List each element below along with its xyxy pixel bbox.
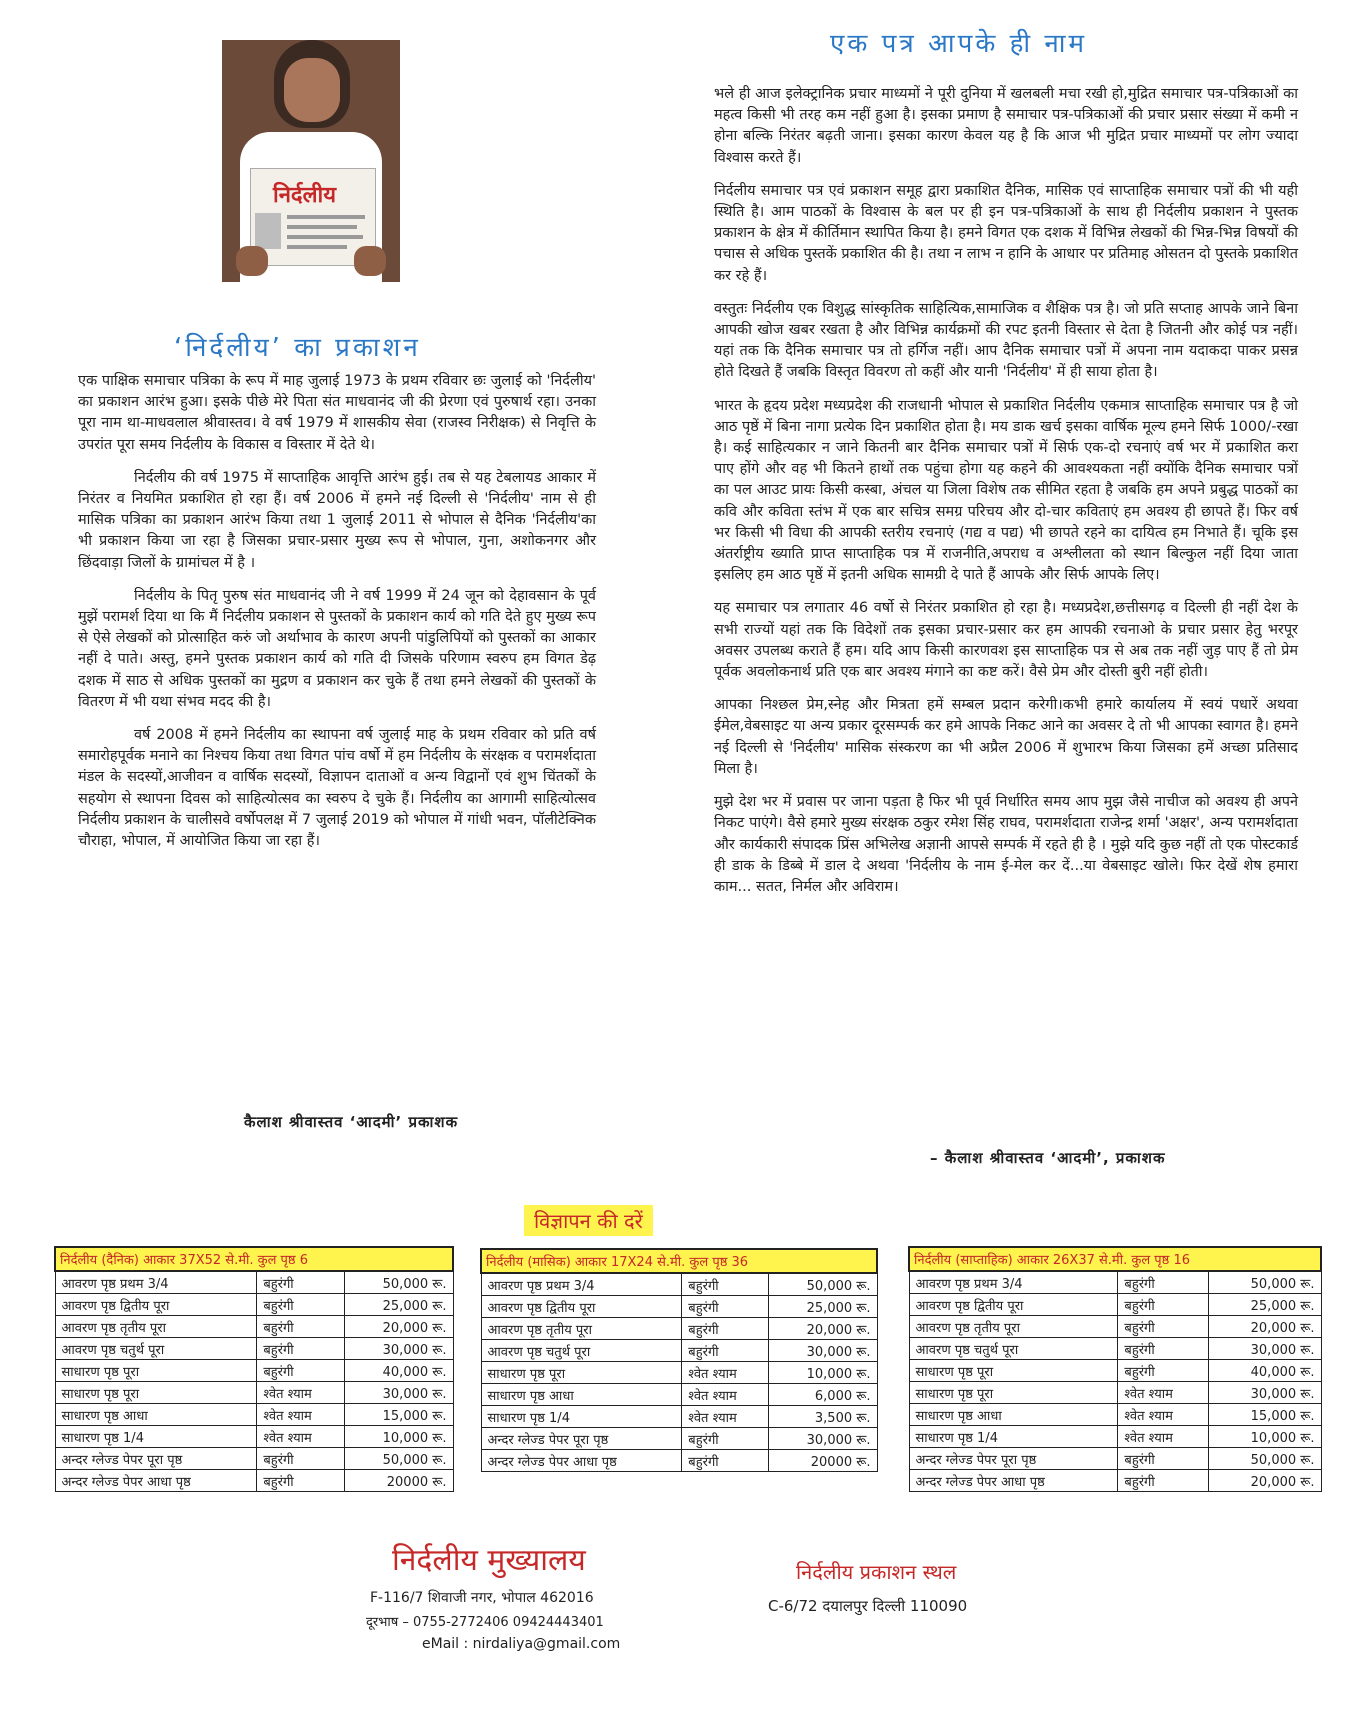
rate-position-cell: साधारण पृष्ठ पूरा bbox=[55, 1382, 257, 1404]
photo-newspaper-line bbox=[287, 215, 365, 219]
rate-position-cell: अन्दर ग्लेज्ड पेपर पूरा पृष्ठ bbox=[909, 1448, 1118, 1470]
rate-price-cell: 25,000 रू. bbox=[1208, 1294, 1321, 1316]
right-signature: – कैलाश श्रीवास्तव ‘आदमी’, प्रकाशक bbox=[930, 1149, 1166, 1167]
rate-color-cell: बहुरंगी bbox=[682, 1428, 769, 1450]
rate-price-cell: 30,000 रू. bbox=[769, 1428, 877, 1450]
hq-phone: दूरभाष – 0755-2772406 09424443401 bbox=[366, 1615, 604, 1630]
rate-price-cell: 30,000 रू. bbox=[344, 1338, 453, 1360]
rate-price-cell: 20,000 रू. bbox=[1208, 1470, 1321, 1492]
rate-row bbox=[55, 1294, 453, 1316]
rate-row bbox=[481, 1450, 877, 1472]
rate-price-cell: 6,000 रू. bbox=[769, 1384, 877, 1406]
rate-row bbox=[55, 1382, 453, 1404]
rate-position-cell: साधारण पृष्ठ पूरा bbox=[55, 1360, 257, 1382]
rate-row bbox=[909, 1448, 1321, 1470]
photo-newspaper-line bbox=[287, 225, 357, 229]
rate-row bbox=[909, 1404, 1321, 1426]
rate-position-cell: साधारण पृष्ठ आधा bbox=[909, 1404, 1118, 1426]
rate-position-cell: आवरण पृष्ठ द्वितीय पूरा bbox=[55, 1294, 257, 1316]
rate-row bbox=[55, 1470, 453, 1492]
rate-row bbox=[909, 1316, 1321, 1338]
rate-position-cell: अन्दर ग्लेज्ड पेपर पूरा पृष्ठ bbox=[55, 1448, 257, 1470]
rate-price-cell: 50,000 रू. bbox=[1208, 1271, 1321, 1294]
rate-price-cell: 25,000 रू. bbox=[769, 1296, 877, 1318]
rate-position-cell: साधारण पृष्ठ आधा bbox=[481, 1384, 682, 1406]
photo-newspaper-line bbox=[287, 245, 347, 249]
rate-position-cell: आवरण पृष्ठ प्रथम 3/4 bbox=[481, 1273, 682, 1296]
rate-color-cell: श्वेत श्याम bbox=[1118, 1404, 1208, 1426]
photo-newspaper-line bbox=[287, 235, 363, 239]
rate-price-cell: 30,000 रू. bbox=[769, 1340, 877, 1362]
rate-row bbox=[55, 1338, 453, 1360]
rate-position-cell: आवरण पृष्ठ तृतीय पूरा bbox=[909, 1316, 1118, 1338]
rate-color-cell: श्वेत श्याम bbox=[682, 1406, 769, 1428]
rate-table-monthly bbox=[480, 1248, 878, 1472]
right-paragraph-6: आपका निश्छल प्रेम,स्नेह और मित्रता हमें सम्बल प्रदान करेगी।कभी हमारे कार्यालय में स्वयं पधारें अथवा ईमेल,वेबसाइट या अन्य प्रकार दूरसम्पर्क कर हमे आपके निकट आने का अवसर दे तो भी आपका स्वागत है। हमने नई दिल्ली से 'निर्दलीय' मासिक संस्करण का भी अप्रैल 2006 में शुभारभ किया जिसका हमें अच्छा प्रतिसाद मिला है। bbox=[714, 697, 1298, 777]
rate-price-cell: 3,500 रू. bbox=[769, 1406, 877, 1428]
publishing-place-address: C-6/72 दयालपुर दिल्ली 110090 bbox=[768, 1597, 968, 1615]
rate-price-cell: 15,000 रू. bbox=[344, 1404, 453, 1426]
rate-row bbox=[55, 1316, 453, 1338]
rate-color-cell: बहुरंगी bbox=[257, 1294, 344, 1316]
rate-price-cell: 20000 रू. bbox=[344, 1470, 453, 1492]
rate-color-cell: बहुरंगी bbox=[257, 1448, 344, 1470]
hq-email: eMail : nirdaliya@gmail.com bbox=[422, 1636, 621, 1652]
rate-row bbox=[481, 1273, 877, 1296]
photo-newspaper-title: निर्दलीय bbox=[273, 183, 336, 208]
rate-row bbox=[55, 1404, 453, 1426]
rate-table-daily bbox=[54, 1246, 454, 1492]
rate-row bbox=[481, 1340, 877, 1362]
rate-row bbox=[55, 1426, 453, 1448]
photo-hand-left bbox=[236, 246, 268, 276]
hq-title: निर्दलीय मुख्यालय bbox=[392, 1543, 586, 1578]
rate-color-cell: बहुरंगी bbox=[1118, 1294, 1208, 1316]
rate-position-cell: आवरण पृष्ठ प्रथम 3/4 bbox=[909, 1271, 1118, 1294]
rate-position-cell: साधारण पृष्ठ पूरा bbox=[909, 1360, 1118, 1382]
rate-position-cell: आवरण पृष्ठ प्रथम 3/4 bbox=[55, 1271, 257, 1294]
rate-color-cell: बहुरंगी bbox=[682, 1450, 769, 1472]
rate-table-weekly bbox=[908, 1246, 1322, 1492]
rate-position-cell: साधारण पृष्ठ पूरा bbox=[481, 1362, 682, 1384]
rate-price-cell: 10,000 रू. bbox=[769, 1362, 877, 1384]
rate-position-cell: आवरण पृष्ठ द्वितीय पूरा bbox=[909, 1294, 1118, 1316]
rate-row bbox=[55, 1271, 453, 1294]
rate-row bbox=[909, 1271, 1321, 1294]
rate-table-title: निर्दलीय (दैनिक) आकार 37X52 से.मी. कुल पृष्ठ 6 bbox=[55, 1247, 453, 1271]
rate-color-cell: बहुरंगी bbox=[1118, 1448, 1208, 1470]
right-paragraph-5: यह समाचार पत्र लगातार 46 वर्षो से निरंतर प्रकाशित हो रहा है। मध्यप्रदेश,छत्तीसगढ़ व दिल्ली ही नहीं देश के सभी राज्यों यहां तक कि विदेशों तक इसका प्रचार-प्रसार कर हम आपकी रचनाओ के प्रचार प्रसार हेतु भरपूर अवसर उपलब्ध कराते हैं हम। यदि आप किसी कारणवश इस साप्ताहिक पत्र से अब तक नहीं जुड़ पाए हैं तो प्रेम पूर्वक अवलोकनार्थ प्रति एक बार अवश्य मंगाने का कष्ट करें। वैसे प्रेम और दोस्ती बुरी नहीं होती। bbox=[714, 600, 1298, 681]
publisher-photo bbox=[222, 40, 400, 282]
right-paragraph-2: निर्दलीय समाचार पत्र एवं प्रकाशन समूह द्वारा प्रकाशित दैनिक, मासिक एवं साप्ताहिक समाचार पत्रों की भी यही स्थिति है। आम पाठकों के विश्वास के बल पर ही इन पत्र-पत्रिकाओं के साथ ही निर्दलीय प्रकाशन ने पुस्तक प्रकाशन के क्षेत्र में कीर्तिमान स्थापित किया है। हमने विगत एक दशक में विभिन्न लेखकों की भिन्न-भिन्न विषयों की पचास से अधिक पुस्तकें प्रकाशित की है। तथा न लाभ न हानि के आधार पर प्रतिमाह ओसतन दो पुस्तके प्रकाशित कर रहे हैं। bbox=[714, 182, 1298, 284]
photo-face bbox=[284, 58, 340, 122]
rate-price-cell: 15,000 रू. bbox=[1208, 1404, 1321, 1426]
rate-row bbox=[909, 1360, 1321, 1382]
photo-newspaper-image bbox=[255, 213, 281, 249]
rate-price-cell: 20,000 रू. bbox=[1208, 1316, 1321, 1338]
rate-position-cell: आवरण पृष्ठ चतुर्थ पूरा bbox=[55, 1338, 257, 1360]
photo-hand-right bbox=[354, 246, 386, 276]
rate-price-cell: 40,000 रू. bbox=[1208, 1360, 1321, 1382]
rate-color-cell: बहुरंगी bbox=[1118, 1470, 1208, 1492]
publishing-place-title: निर्दलीय प्रकाशन स्थल bbox=[796, 1560, 957, 1584]
rate-color-cell: श्वेत श्याम bbox=[1118, 1426, 1208, 1448]
rate-position-cell: साधारण पृष्ठ 1/4 bbox=[55, 1426, 257, 1448]
rate-color-cell: बहुरंगी bbox=[682, 1296, 769, 1318]
rate-position-cell: साधारण पृष्ठ 1/4 bbox=[481, 1406, 682, 1428]
rate-color-cell: श्वेत श्याम bbox=[257, 1404, 344, 1426]
rate-position-cell: अन्दर ग्लेज्ड पेपर पूरा पृष्ठ bbox=[481, 1428, 682, 1450]
left-paragraph-1: एक पाक्षिक समाचार पत्रिका के रूप में माह जुलाई 1973 के प्रथम रविवार छः जुलाई को 'निर्दलीय' का प्रकाशन आरंभ हुआ। इसके पीछे मेरे पिता संत माधवानंद जी की प्रेरणा एवं पुरुषार्थ रहा। उनका पूरा नाम था-माधवलाल श्रीवास्तव। वे वर्ष 1979 में शासकीय सेवा (राजस्व निरीक्षक) से निवृत्ति के उपरांत पूरा समय निर्दलीय के विकास व विस्तार में देते थे। bbox=[78, 373, 596, 453]
right-heading: एक पत्र आपके ही नाम bbox=[830, 29, 1088, 59]
rate-price-cell: 25,000 रू. bbox=[344, 1294, 453, 1316]
rate-color-cell: बहुरंगी bbox=[257, 1338, 344, 1360]
rate-price-cell: 50,000 रू. bbox=[1208, 1448, 1321, 1470]
rate-row bbox=[909, 1382, 1321, 1404]
rate-color-cell: बहुरंगी bbox=[257, 1360, 344, 1382]
rate-price-cell: 30,000 रू. bbox=[1208, 1338, 1321, 1360]
rate-position-cell: अन्दर ग्लेज्ड पेपर आधा पृष्ठ bbox=[909, 1470, 1118, 1492]
rate-position-cell: साधारण पृष्ठ 1/4 bbox=[909, 1426, 1118, 1448]
rate-position-cell: अन्दर ग्लेज्ड पेपर आधा पृष्ठ bbox=[55, 1470, 257, 1492]
rate-row bbox=[481, 1384, 877, 1406]
rate-table-title: निर्दलीय (साप्ताहिक) आकार 26X37 से.मी. कुल पृष्ठ 16 bbox=[909, 1247, 1321, 1271]
left-article bbox=[78, 371, 596, 852]
rate-color-cell: श्वेत श्याम bbox=[1118, 1382, 1208, 1404]
rate-position-cell: आवरण पृष्ठ चतुर्थ पूरा bbox=[909, 1338, 1118, 1360]
rate-price-cell: 10,000 रू. bbox=[344, 1426, 453, 1448]
rate-position-cell: साधारण पृष्ठ आधा bbox=[55, 1404, 257, 1426]
ad-rates-heading: विज्ञापन की दरें bbox=[524, 1205, 653, 1236]
rate-position-cell: साधारण पृष्ठ पूरा bbox=[909, 1382, 1118, 1404]
rate-row bbox=[55, 1448, 453, 1470]
rate-price-cell: 50,000 रू. bbox=[769, 1273, 877, 1296]
rate-color-cell: बहुरंगी bbox=[1118, 1360, 1208, 1382]
rate-price-cell: 10,000 रू. bbox=[1208, 1426, 1321, 1448]
rate-row bbox=[481, 1318, 877, 1340]
rate-price-cell: 20,000 रू. bbox=[344, 1316, 453, 1338]
rate-row bbox=[909, 1426, 1321, 1448]
hq-address: F-116/7 शिवाजी नगर, भोपाल 462016 bbox=[370, 1590, 594, 1606]
left-paragraph-2: निर्दलीय की वर्ष 1975 में साप्ताहिक आवृत्ति आरंभ हुई। तब से यह टेबलायड आकार में निरंतर व नियमित प्रकाशित हो रहा हैं। वर्ष 2006 में हमने नई दिल्ली से 'निर्दलीय' नाम से ही मासिक पत्रिका का प्रकाशन आरंभ किया तथा 1 जुलाई 2011 से भोपाल से दैनिक 'निर्दलीय'का भी प्रकाशन किया जा रहा है जिसका प्रचार-प्रसार मुख्य रूप से भोपाल, गुना, अशोकनगर और छिंदवाड़ा जिलों के ग्रामांचल में है । bbox=[78, 469, 596, 571]
rate-color-cell: श्वेत श्याम bbox=[257, 1382, 344, 1404]
right-article bbox=[714, 84, 1298, 898]
rate-price-cell: 20000 रू. bbox=[769, 1450, 877, 1472]
rate-row bbox=[481, 1428, 877, 1450]
rate-color-cell: श्वेत श्याम bbox=[682, 1362, 769, 1384]
rate-price-cell: 50,000 रू. bbox=[344, 1271, 453, 1294]
rate-price-cell: 50,000 रू. bbox=[344, 1448, 453, 1470]
rate-color-cell: बहुरंगी bbox=[682, 1318, 769, 1340]
rate-color-cell: श्वेत श्याम bbox=[257, 1426, 344, 1448]
left-heading: ‘निर्दलीय’ का प्रकाशन bbox=[174, 333, 421, 363]
right-paragraph-4: भारत के हृदय प्रदेश मध्यप्रदेश की राजधानी भोपाल से प्रकाशित निर्दलीय एकमात्र साप्ताहिक समाचार पत्र है जो आठ पृष्ठें में बिना नागा प्रत्येक दिन प्रकाशित होता है। मय डाक खर्च इसका वार्षिक मूल्य हमने सिर्फ 1000/-रखा है। कई साहित्यकार न जाने कितनी बार दैनिक समाचार पत्रों में सिर्फ एक-दो रचनाएं वर्ष भर में प्रकाशित करा पाए होंगे और वह भी कितने हाथों तक पहुंचा होगा यह कहने की आवश्यकता नहीं क्योंकि दैनिक समाचार पत्रों का पल आउट प्रायः किसी कस्बा, अंचल या जिला विशेष तक सीमित रहता है जबकि हम अपने प्रबुद्ध पाठकों का कवि और कविता स्तंभ में एक बार सचित्र समग्र परिचय और दो-चार कविताएं हम अवश्य ही छापते हैं। फिर वर्ष भर किसी भी विधा की आपकी स्तरीय रचनाएं (गद्य व पद्य) भी छापते रहने का दायित्व हम निभाते हैं। चूकि इस अंतर्राष्ट्रीय ख्याति प्राप्त साप्ताहिक पत्र में राजनीति,अपराध व अश्लीलता को स्थान बिल्कुल नहीं दिया जाता इसलिए हम आठ पृष्ठें में इतनी अधिक सामग्री दे पाते हैं आपके और सिर्फ आपके लिए। bbox=[714, 397, 1298, 584]
rate-table-title: निर्दलीय (मासिक) आकार 17X24 से.मी. कुल पृष्ठ 36 bbox=[481, 1249, 877, 1273]
rate-row bbox=[481, 1296, 877, 1318]
rate-position-cell: अन्दर ग्लेज्ड पेपर आधा पृष्ठ bbox=[481, 1450, 682, 1472]
rate-row bbox=[55, 1360, 453, 1382]
rate-position-cell: आवरण पृष्ठ तृतीय पूरा bbox=[55, 1316, 257, 1338]
rate-color-cell: बहुरंगी bbox=[1118, 1271, 1208, 1294]
rate-price-cell: 30,000 रू. bbox=[344, 1382, 453, 1404]
rate-color-cell: बहुरंगी bbox=[257, 1316, 344, 1338]
rate-row bbox=[909, 1338, 1321, 1360]
rate-price-cell: 40,000 रू. bbox=[344, 1360, 453, 1382]
rate-row bbox=[481, 1406, 877, 1428]
rate-row bbox=[909, 1470, 1321, 1492]
right-paragraph-1: भले ही आज इलेक्ट्रानिक प्रचार माध्यमों ने पूरी दुनिया में खलबली मचा रखी हो,मुद्रित समाचार पत्र-पत्रिकाओं का महत्व किसी भी तरह कम नहीं हुआ है। इसका प्रमाण है समाचार पत्र-पत्रिकाओं की प्रचार प्रसार संख्या में कमी न होना बल्कि निरंतर बढ़ती जाना। इसका कारण केवल यह है कि आज भी मुद्रित प्रचार माध्यमों पर लोग ज्यादा विश्वास करते हैं। bbox=[714, 86, 1298, 166]
rate-color-cell: बहुरंगी bbox=[257, 1470, 344, 1492]
right-paragraph-7: मुझे देश भर में प्रवास पर जाना पड़ता है फिर भी पूर्व निर्धारित समय आप मुझ जैसे नाचीज को अवश्य ही अपने निकट पाएंगे। वैसे हमारे मुख्य संरक्षक ठकुर रमेश सिंह राघव, परामर्शदाता राजेन्द्र शर्मा 'अक्षर', अन्य परामर्शदाता और कार्यकारी संपादक प्रिंस अभिलेख अज्ञानी आपसे सम्पर्क में रहते ही है । मुझे यदि कुछ नहीं तो एक पोस्टकार्ड ही डाक के डिब्बे में डाल दे अथवा 'निर्दलीय के नाम ई-मेल कर दें...या वेबसाइट खोले। फिर देखें शेष हमारा काम... सतत, निर्मल और अविराम। bbox=[714, 794, 1298, 895]
rate-position-cell: आवरण पृष्ठ चतुर्थ पूरा bbox=[481, 1340, 682, 1362]
rate-color-cell: बहुरंगी bbox=[1118, 1316, 1208, 1338]
rate-price-cell: 30,000 रू. bbox=[1208, 1382, 1321, 1404]
rate-color-cell: श्वेत श्याम bbox=[682, 1384, 769, 1406]
rate-position-cell: आवरण पृष्ठ तृतीय पूरा bbox=[481, 1318, 682, 1340]
rate-price-cell: 20,000 रू. bbox=[769, 1318, 877, 1340]
rate-row bbox=[481, 1362, 877, 1384]
rate-color-cell: बहुरंगी bbox=[682, 1273, 769, 1296]
rate-color-cell: बहुरंगी bbox=[682, 1340, 769, 1362]
rate-position-cell: आवरण पृष्ठ द्वितीय पूरा bbox=[481, 1296, 682, 1318]
rate-color-cell: बहुरंगी bbox=[1118, 1338, 1208, 1360]
left-paragraph-3: निर्दलीय के पितृ पुरुष संत माधवानंद जी ने वर्ष 1999 में 24 जून को देहावसान के पूर्व मुझें परामर्श दिया था कि मैं निर्दलीय प्रकाशन से पुस्तकों के प्रकाशन कार्य को गति देते हुए मुख्य रूप से ऐसे लेखकों को प्रोत्साहित करुं जो अर्थाभाव के कारण अपनी पांडुलिपियों को पुस्तकों का आकार नहीं दे पाते। अस्तु, हमने पुस्तक प्रकाशन कार्य को गति दी जिसके परिणाम स्वरुप हम विगत डेढ़ दशक में साठ से अधिक पुस्तकों का मुद्रण व प्रकाशन कर चुके हैं तथा हमने लेखकों की पुस्तकों के वितरण में भी यथा संभव मदद की है। bbox=[78, 587, 596, 710]
rate-row bbox=[909, 1294, 1321, 1316]
right-paragraph-3: वस्तुतः निर्दलीय एक विशुद्ध सांस्कृतिक साहित्यिक,सामाजिक व शैक्षिक पत्र है। जो प्रति सप्ताह आपके जाने बिना आपकी खोज खबर रखता है और विभिन्न कार्यक्रमों की रपट इतनी विस्तार से देता है जितनी और कोई पत्र नहीं। यहां तक कि दैनिक समाचार पत्र तो हर्गिज नहीं। आप दैनिक समाचार पत्रों में अपना नाम यदाकदा पाकर प्रसन्न होते दिखते हैं जबकि विस्तृत विवरण तो कहीं और यानी 'निर्दलीय' में ही साया होता है। bbox=[714, 300, 1298, 381]
left-signature: कैलाश श्रीवास्तव ‘आदमी’ प्रकाशक bbox=[244, 1113, 459, 1131]
left-paragraph-4: वर्ष 2008 में हमने निर्दलीय का स्थापना वर्ष जुलाई माह के प्रथम रविवार को प्रति वर्ष समारोहपूर्वक मनाने का निश्चय किया तथा विगत पांच वर्षो में हम निर्दलीय के संरक्षक व परामर्शदाता मंडल के सदस्यों,आजीवन व वार्षिक सदस्यों, विज्ञापन दाताओं व अन्य विद्वानों एवं शुभ चिंतकों के सहयोग से स्थापना दिवस को साहित्योत्सव का स्वरुप दे चुके हैं। निर्दलीय का आगामी साहित्योत्सव निर्दलीय प्रकाशन के चालीसवे वर्षोपलक्ष में 7 जुलाई 2019 को भोपाल में गांधी भवन, पॉलीटेक्निक चौराहा, भोपाल, में आयोजित किया जा रहा हैं। bbox=[78, 727, 596, 850]
rate-color-cell: बहुरंगी bbox=[257, 1271, 344, 1294]
